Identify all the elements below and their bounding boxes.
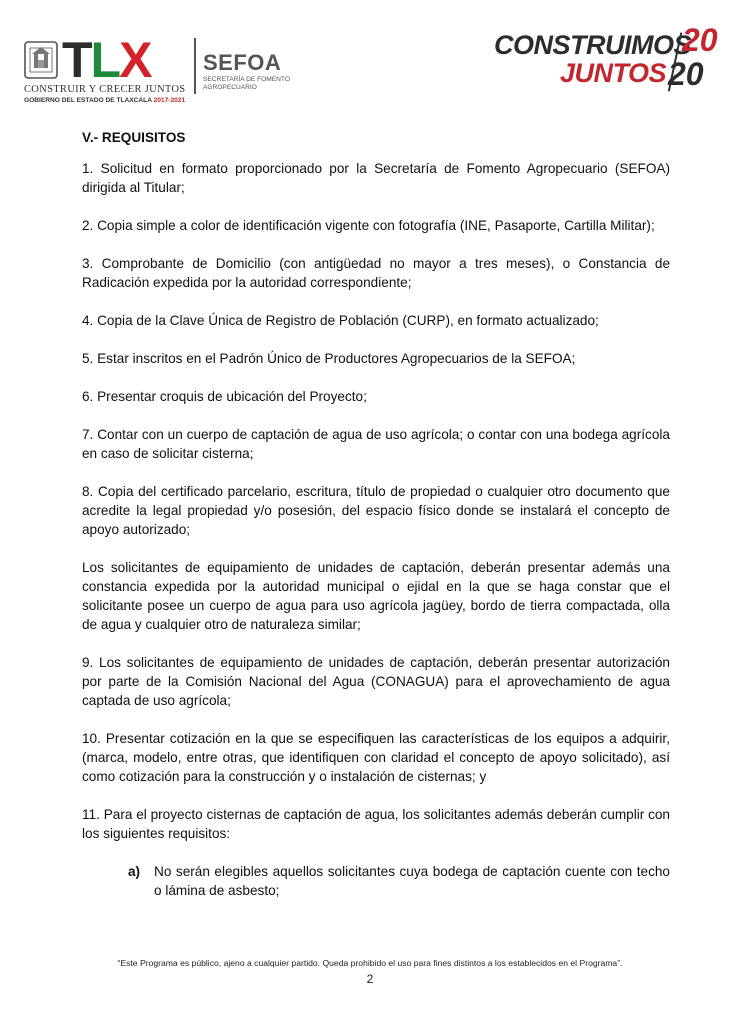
document-body <box>82 128 670 900</box>
tlaxcala-government-logo <box>22 32 292 110</box>
requirement-6: 6. Presentar croquis de ubicación del Proyecto; <box>82 389 367 404</box>
section-title: V.- REQUISITOS <box>82 130 186 145</box>
sub-requirement-letter: a) <box>128 864 141 879</box>
requirement-7: 7. Contar con un cuerpo de captación de agua de uso agrícola; o contar con una bodega agrícola en caso de solicitar cisterna; <box>82 427 670 461</box>
coat-of-arms-icon <box>22 38 60 82</box>
sub-requirement-a <box>128 862 670 900</box>
requirement-8: 8. Copia del certificado parcelario, escritura, título de propiedad o cualquier otro documento que acredite la legal propiedad y/o posesión, del espacio físico donde se instalará el concepto de apoyo autorizado; <box>82 484 670 537</box>
requirement-3: 3. Comprobante de Domicilio (con antigüedad no mayor a tres meses), o Constancia de Radicación expedida por la autoridad correspondiente; <box>82 256 670 290</box>
requirement-9: 9. Los solicitantes de equipamiento de unidades de captación, deberán presentar autorización por parte de la Comisión Nacional del Agua (CONAGUA) para el aprovechamiento de agua captada de uso agrícola; <box>82 655 670 708</box>
requirement-note: Los solicitantes de equipamiento de unidades de captación, deberán presentar además una constancia expedida por la autoridad municipal o ejidal en la que se haga constar que el solicitante posee un cuerpo de agua para uso agrícola jagüey, bordo de tierra compactada, olla de agua y cualquier otro de naturaleza similar; <box>82 560 670 632</box>
requirement-11: 11. Para el proyecto cisternas de captación de agua, los solicitantes además deberán cumplir con los siguientes requisitos: <box>82 807 670 841</box>
logo-tagline: CONSTRUIR Y CRECER JUNTOS <box>24 84 186 95</box>
logo-year-top: 20 <box>682 22 718 58</box>
footer-disclaimer: “Este Programa es público, ajeno a cualquier partido. Queda prohibido el uso para fines distintos a los establecidos en el Programa”. <box>117 958 623 968</box>
sub-requirement-text: No serán elegibles aquellos solicitantes cuya bodega de captación cuente con techo o lámina de asbesto; <box>154 864 670 898</box>
logo-year-bottom: 20 <box>668 56 704 92</box>
requirement-4: 4. Copia de la Clave Única de Registro de Población (CURP), en formato actualizado; <box>82 313 599 328</box>
requirement-2: 2. Copia simple a color de identificación vigente con fotografía (INE, Pasaporte, Cartilla Militar); <box>82 218 655 233</box>
logo-divider <box>194 38 196 94</box>
construimos-juntos-logo <box>488 22 718 100</box>
page-number: 2 <box>366 972 374 986</box>
logo-government-line: GOBIERNO DEL ESTADO DE TLAXCALA 2017-2021 <box>24 97 186 104</box>
logo-line-construimos: CONSTRUIMOS <box>494 30 691 60</box>
tlx-wordmark: TLX <box>62 32 151 88</box>
requirement-10: 10. Presentar cotización en la que se especifiquen las características de los equipos a adquirir, (marca, modelo, entre otras, que identifiquen con claridad el concepto de apoyo solicitado), así como cotización para la construcción y o instalación de cisternas; y <box>82 731 670 784</box>
sefoa-full-name: SECRETARÍA DE FOMENTO AGROPECUARIO <box>203 76 290 91</box>
logo-line-juntos: JUNTOS <box>560 58 667 88</box>
sefoa-wordmark: SEFOA <box>203 50 282 75</box>
requirement-1: 1. Solicitud en formato proporcionado por la Secretaría de Fomento Agropecuario (SEFOA) dirigida al Titular; <box>82 161 670 195</box>
page-header <box>0 0 740 110</box>
requirement-5: 5. Estar inscritos en el Padrón Único de Productores Agropecuarios de la SEFOA; <box>82 351 576 366</box>
